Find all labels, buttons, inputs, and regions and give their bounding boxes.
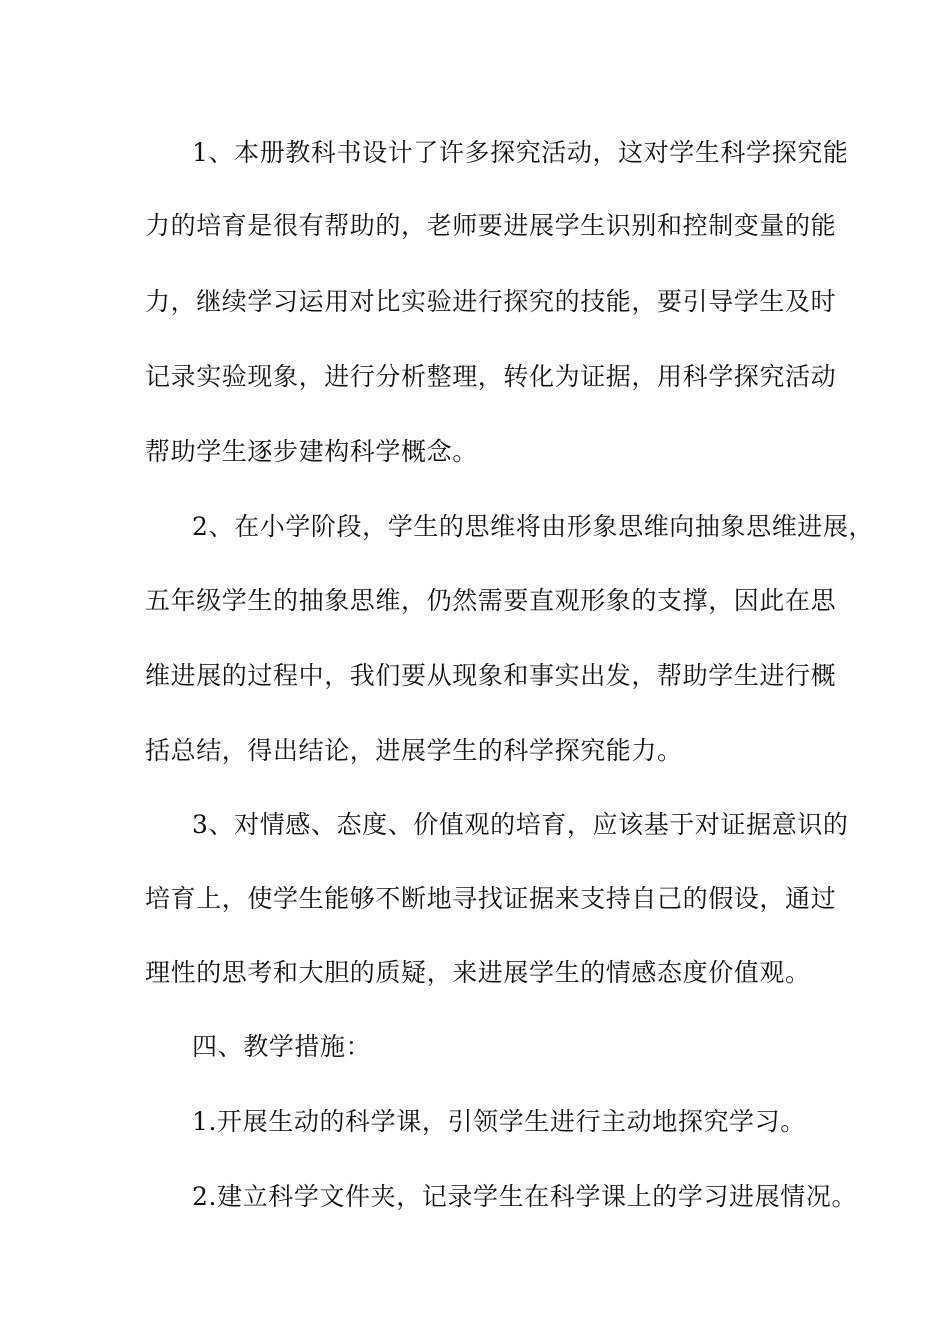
paragraph-1-line-2: 力的培育是很有帮助的，老师要进展学生识别和控制变量的能 [145,211,837,240]
paragraph-2-line-3: 维进展的过程中，我们要从现象和事实出发，帮助学生进行概 [145,661,837,690]
paragraph-3-line-1: 3、对情感、态度、价值观的培育，应该基于对证据意识的 [192,810,849,839]
paragraph-2-line-1: 2、在小学阶段，学生的思维将由形象思维向抽象思维进展， [192,512,875,541]
paragraph-2-line-4: 括总结，得出结论，进展学生的科学探究能力。 [145,736,683,765]
paragraph-3-line-3: 理性的思考和大胆的质疑，来进展学生的情感态度价值观。 [145,958,811,987]
paragraph-1-line-5: 帮助学生逐步建构科学概念。 [145,437,478,466]
section-heading: 四、教学措施： [192,1032,372,1061]
paragraph-1-line-4: 记录实验现象，进行分析整理，转化为证据，用科学探究活动 [145,362,837,391]
paragraph-1-line-1: 1、本册教科书设计了许多探究活动，这对学生科学探究能 [192,138,849,167]
measure-item-1: 1.开展生动的科学课，引领学生进行主动地探究学习。 [192,1107,806,1136]
measure-item-2: 2.建立科学文件夹，记录学生在科学课上的学习进展情况。 [192,1182,858,1211]
paragraph-3-line-2: 培育上，使学生能够不断地寻找证据来支持自己的假设，通过 [145,884,837,913]
paragraph-1-line-3: 力，继续学习运用对比实验进行探究的技能，要引导学生及时 [145,287,837,316]
paragraph-2-line-2: 五年级学生的抽象思维，仍然需要直观形象的支撑，因此在思 [145,586,837,615]
